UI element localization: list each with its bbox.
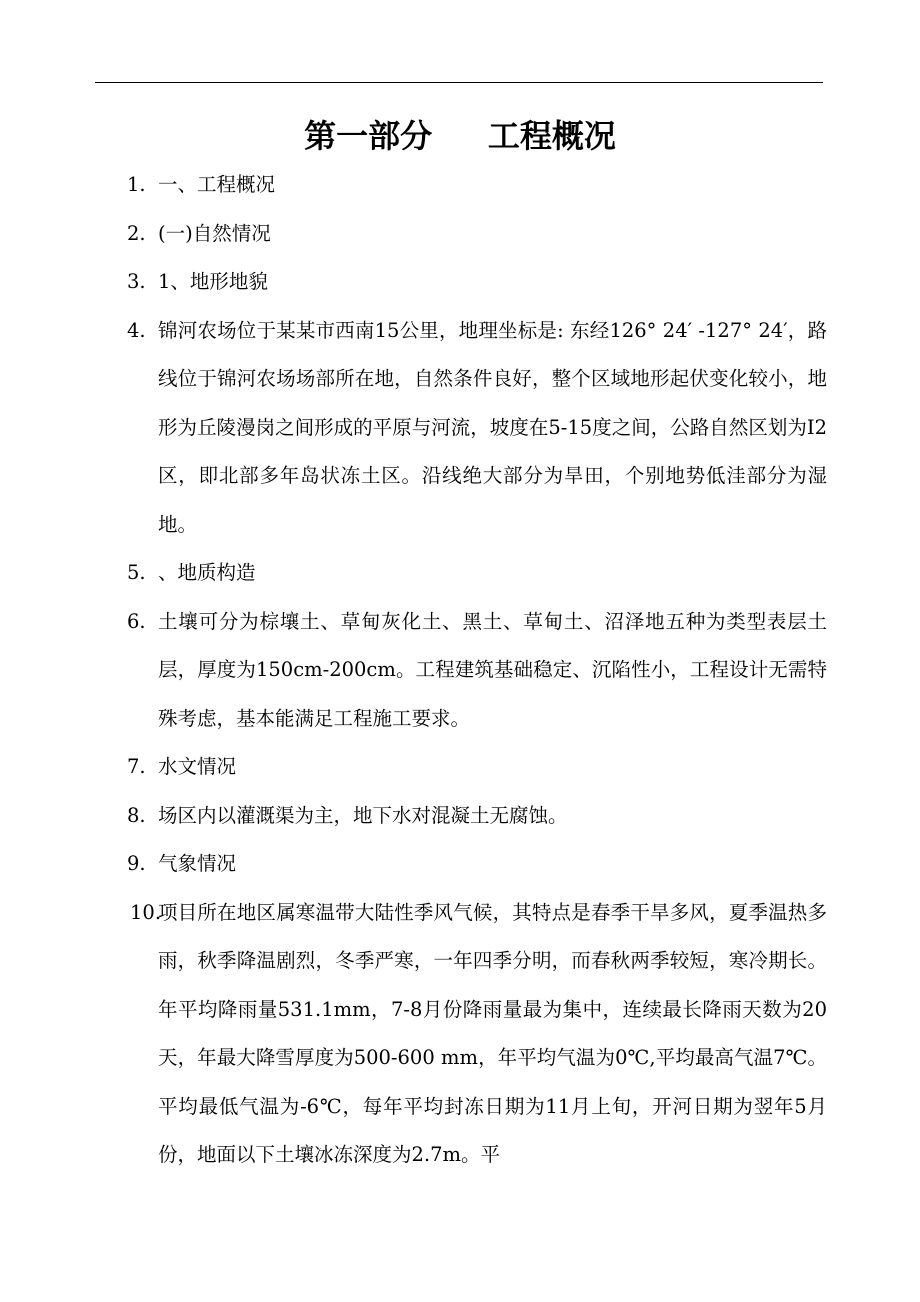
list-item-text: 锦河农场位于某某市西南15公里，地理坐标是: 东经126° 24′ -127° 24′，路线位于锦河农场场部所在地，自然条件良好，整个区域地形起伏变化较小，地形为丘陵漫岗之间形成的平原与河流，坡度在5-15度之间，公路自然区划为I2区，即北部多年岛状冻土区。沿线绝大部分为旱田，个别地势低洼部分为湿地。: [158, 318, 827, 536]
list-item-text: 一、工程概况: [158, 173, 276, 196]
list-item-text: (一)自然情况: [158, 221, 271, 245]
list-item-number: 5.: [127, 561, 146, 584]
list-item-text: 、地质构造: [158, 561, 256, 584]
list-item: [127, 258, 827, 307]
list-item: [127, 840, 827, 889]
list-item-text: 场区内以灌溉渠为主，地下水对混凝土无腐蚀。: [158, 803, 568, 827]
page-title: 第一部分 工程概况: [304, 117, 616, 155]
list-item-number: 4.: [127, 318, 146, 342]
list-item-number: 10.: [130, 900, 162, 924]
list-item: [127, 743, 827, 792]
list-item-number: 2.: [127, 221, 146, 245]
list-item-number: 3.: [127, 270, 146, 293]
list-item-text: 水文情况: [158, 755, 237, 778]
list-item-number: 1.: [127, 173, 146, 196]
numbered-list: [127, 161, 827, 1180]
list-item-text: 项目所在地区属寒温带大陆性季风气候，其特点是春季干旱多风，夏季温热多雨，秋季降温剧烈，冬季严寒，一年四季分明，而春秋两季较短，寒冷期长。年平均降雨量531.1mm，7-8月份降雨量最为集中，连续最长降雨天数为20天，年最大降雪厚度为500-600 mm，年平均气温为0℃,平均最高气温7℃。平均最低气温为-6℃，每年平均封冻日期为11月上旬，开河日期为翌年5月份，地面以下土壤冰冻深度为2.7m。平: [158, 900, 827, 1166]
list-item: [127, 307, 827, 550]
list-item-number: 7.: [127, 755, 146, 778]
header-rule: [95, 82, 823, 83]
list-item: [127, 889, 827, 1180]
list-item-text: 气象情况: [158, 852, 237, 875]
list-item: [127, 210, 827, 259]
list-item: [127, 792, 827, 841]
list-item: [127, 598, 827, 744]
list-item-text: 1、地形地貌: [158, 270, 268, 293]
list-item: [127, 549, 827, 598]
list-item-text: 土壤可分为棕壤土、草甸灰化土、黑土、草甸土、沼泽地五种为类型表层土层，厚度为150cm-200cm。工程建筑基础稳定、沉陷性小，工程设计无需特殊考虑，基本能满足工程施工要求。: [158, 609, 827, 730]
list-item-number: 8.: [127, 803, 146, 827]
list-item: [127, 161, 827, 210]
list-item-number: 6.: [127, 609, 146, 633]
list-item-number: 9.: [127, 852, 146, 875]
